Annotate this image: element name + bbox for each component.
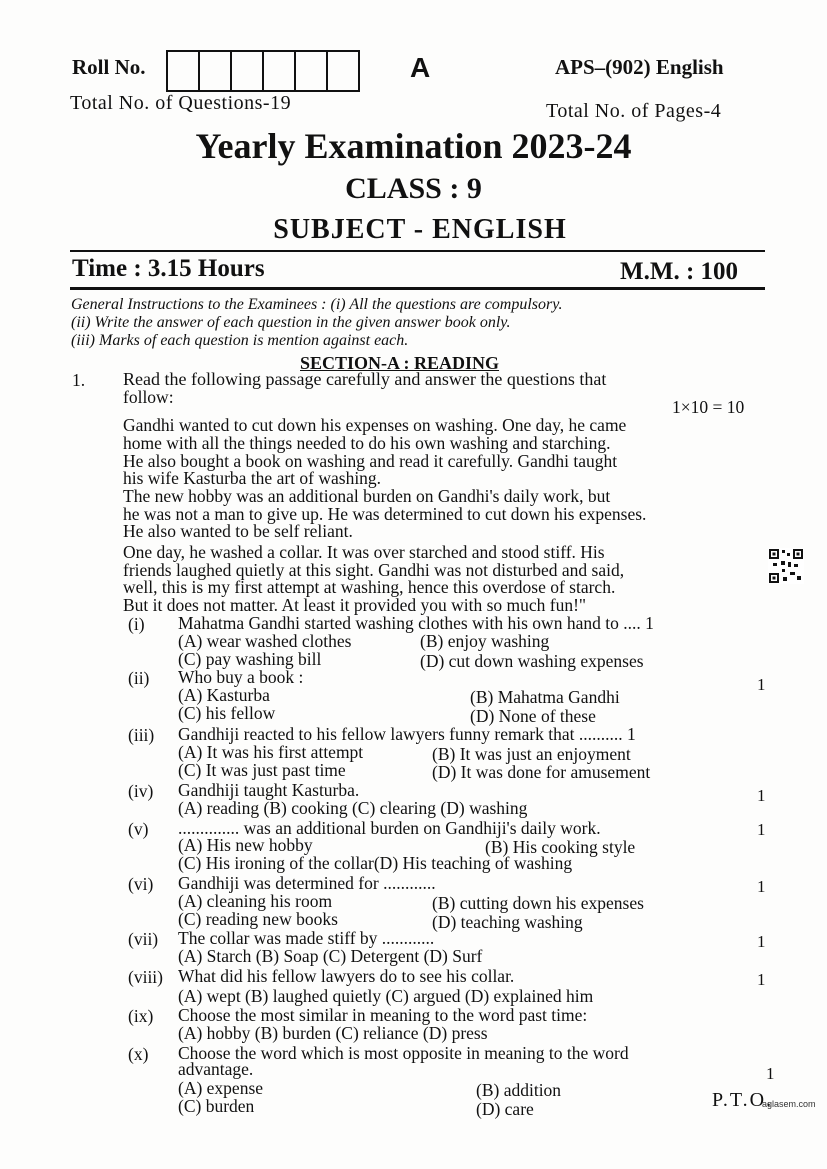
passage-line: He also wanted to be self reliant. bbox=[123, 521, 353, 541]
sub-question-text: .............. was an additional burden on Gandhiji's daily work. bbox=[178, 818, 601, 838]
total-questions: Total No. of Questions-19 bbox=[70, 92, 292, 114]
passage-line: his wife Kasturba the art of washing. bbox=[123, 468, 382, 488]
question-marks: 1×10 = 10 bbox=[672, 397, 745, 417]
option: (A) cleaning his room bbox=[178, 891, 333, 911]
please-turn-over: P.T.O. bbox=[712, 1089, 774, 1111]
question-number: 1. bbox=[72, 370, 86, 390]
time-divider bbox=[70, 287, 765, 290]
sub-question-marks: 1 bbox=[757, 877, 766, 896]
sub-question-text: Choose the most similar in meaning to the word past time: bbox=[178, 1005, 588, 1025]
passage-line: He also bought a book on washing and read it carefully. Gandhi taught bbox=[123, 451, 618, 471]
sub-question-text: advantage. bbox=[178, 1059, 254, 1079]
qr-code-icon bbox=[768, 548, 804, 584]
options-line: (A) Starch (B) Soap (C) Detergent (D) Surf bbox=[178, 946, 483, 966]
question-intro: follow: bbox=[123, 387, 174, 407]
instruction-line: (ii) Write the answer of each question in the given answer book only. bbox=[71, 314, 511, 331]
passage-line: But it does not matter. At least it provided you with so much fun!" bbox=[123, 595, 587, 615]
option: (A) It was his first attempt bbox=[178, 742, 364, 762]
roll-digit-box[interactable] bbox=[296, 52, 328, 90]
roll-digit-box[interactable] bbox=[328, 52, 358, 90]
options-line: (A) reading (B) cooking (C) clearing (D) washing bbox=[178, 798, 528, 818]
total-pages: Total No. of Pages-4 bbox=[546, 100, 722, 122]
options-line: (A) wept (B) laughed quietly (C) argued (D) explained him bbox=[178, 986, 594, 1006]
option: (A) expense bbox=[178, 1078, 264, 1098]
option: (B) addition bbox=[476, 1080, 562, 1100]
passage-line: friends laughed quietly at this sight. Gandhi was not disturbed and said, bbox=[123, 560, 625, 580]
roll-number-label: Roll No. bbox=[72, 55, 146, 79]
option: (C) reading new books bbox=[178, 909, 338, 929]
sub-question-number: (iv) bbox=[128, 781, 154, 801]
option: (C) burden bbox=[178, 1096, 255, 1116]
option: (B) cutting down his expenses bbox=[432, 893, 644, 913]
passage-line: he was not a man to give up. He was determined to cut down his expenses. bbox=[123, 504, 647, 524]
option: (D) teaching washing bbox=[432, 912, 583, 932]
passage-line: The new hobby was an additional burden on Gandhi's daily work, but bbox=[123, 486, 611, 506]
option: (A) His new hobby bbox=[178, 835, 313, 855]
roll-digit-box[interactable] bbox=[264, 52, 296, 90]
sub-question-number: (ii) bbox=[128, 668, 150, 688]
sub-question-marks: 1 bbox=[757, 786, 766, 805]
option: (B) enjoy washing bbox=[420, 631, 550, 651]
subject-title: SUBJECT - ENGLISH bbox=[273, 214, 567, 245]
sub-question-marks: 1 bbox=[757, 675, 766, 694]
sub-question-marks: 1 bbox=[757, 820, 766, 839]
sub-question-text: Choose the word which is most opposite in meaning to the word bbox=[178, 1043, 629, 1063]
sub-question-text: The collar was made stiff by ............ bbox=[178, 928, 435, 948]
sub-question-text: Gandhiji was determined for ............ bbox=[178, 873, 436, 893]
option: (C) It was just past time bbox=[178, 760, 346, 780]
sub-question-text: Gandhiji taught Kasturba. bbox=[178, 780, 360, 800]
paper-code: APS–(902) English bbox=[555, 55, 724, 79]
question-intro: Read the following passage carefully and answer the questions that bbox=[123, 369, 607, 389]
sub-question-text: Who buy a book : bbox=[178, 667, 304, 687]
sub-question-text: Gandhiji reacted to his fellow lawyers funny remark that .......... 1 bbox=[178, 724, 636, 744]
sub-question-marks: 1 bbox=[757, 932, 766, 951]
sub-question-number: (iii) bbox=[128, 725, 155, 745]
sub-question-number: (vii) bbox=[128, 929, 159, 949]
passage-line: home with all the things needed to do his own washing and starching. bbox=[123, 433, 611, 453]
sub-question-number: (vi) bbox=[128, 874, 154, 894]
exam-duration: Time : 3.15 Hours bbox=[72, 255, 265, 282]
options-line: (A) hobby (B) burden (C) reliance (D) press bbox=[178, 1023, 488, 1043]
exam-title: Yearly Examination 2023-24 bbox=[195, 126, 632, 166]
option: (D) It was done for amusement bbox=[432, 762, 651, 782]
sub-question-marks: 1 bbox=[766, 1064, 775, 1083]
passage-line: Gandhi wanted to cut down his expenses on washing. One day, he came bbox=[123, 415, 627, 435]
option: (D) None of these bbox=[470, 706, 596, 726]
sub-question-marks: 1 bbox=[757, 970, 766, 989]
option: (C) pay washing bill bbox=[178, 649, 322, 669]
roll-digit-box[interactable] bbox=[232, 52, 264, 90]
instruction-line: (iii) Marks of each question is mention against each. bbox=[71, 332, 409, 349]
paper-set: A bbox=[410, 52, 431, 83]
watermark: aglasem.com bbox=[762, 1099, 816, 1109]
header-divider bbox=[70, 250, 765, 252]
option: (D) care bbox=[476, 1099, 534, 1119]
sub-question-text: Mahatma Gandhi started washing clothes with his own hand to .... 1 bbox=[178, 613, 654, 633]
sub-question-number: (viii) bbox=[128, 967, 163, 987]
option: (B) Mahatma Gandhi bbox=[470, 687, 620, 707]
option: (D) cut down washing expenses bbox=[420, 651, 644, 671]
section-heading: SECTION-A : READING bbox=[300, 353, 500, 373]
sub-question-text: What did his fellow lawyers do to see his collar. bbox=[178, 966, 515, 986]
roll-digit-box[interactable] bbox=[168, 52, 200, 90]
option: (B) It was just an enjoyment bbox=[432, 744, 631, 764]
instruction-line: General Instructions to the Examinees : (i) All the questions are compulsory. bbox=[71, 296, 563, 313]
roll-number-boxes[interactable] bbox=[166, 50, 360, 92]
option: (C) his fellow bbox=[178, 703, 276, 723]
option: (B) His cooking style bbox=[485, 837, 636, 857]
roll-digit-box[interactable] bbox=[200, 52, 232, 90]
sub-question-number: (v) bbox=[128, 819, 149, 839]
option: (A) Kasturba bbox=[178, 685, 270, 705]
class-title: CLASS : 9 bbox=[345, 172, 482, 205]
maximum-marks: M.M. : 100 bbox=[620, 258, 739, 285]
sub-question-number: (i) bbox=[128, 614, 145, 634]
sub-question-number: (ix) bbox=[128, 1006, 154, 1026]
passage-line: One day, he washed a collar. It was over starched and stood stiff. His bbox=[123, 542, 605, 562]
sub-question-number: (x) bbox=[128, 1044, 149, 1064]
passage-line: well, this is my first attempt at washing, hence this overdose of starch. bbox=[123, 577, 616, 597]
option: (A) wear washed clothes bbox=[178, 631, 352, 651]
options-line: (C) His ironing of the collar(D) His teaching of washing bbox=[178, 853, 573, 873]
